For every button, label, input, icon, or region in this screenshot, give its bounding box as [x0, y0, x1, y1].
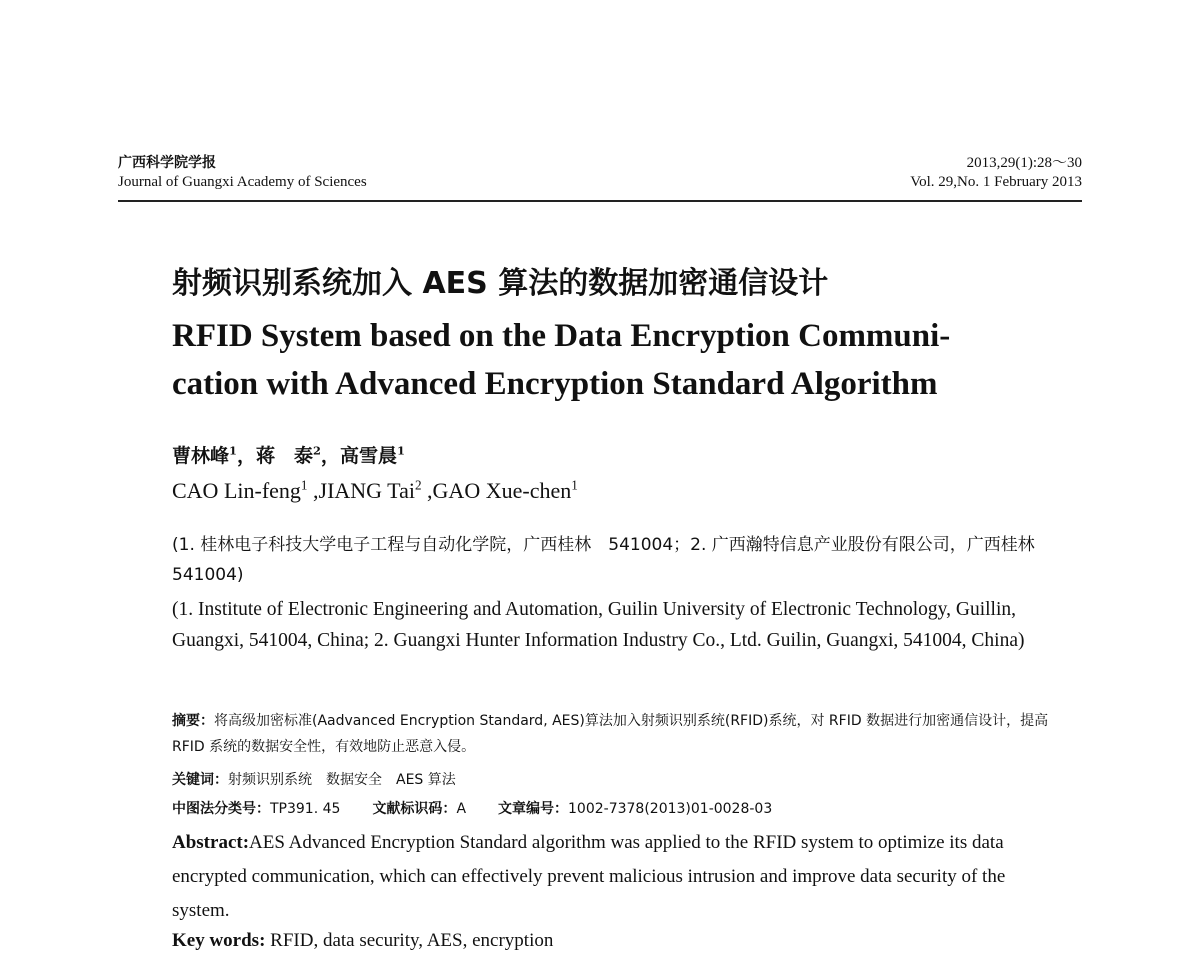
keywords-cn-label: 关键词：: [172, 772, 228, 788]
author-affiliation-mark: 1: [300, 477, 308, 493]
abstract-en-label: Abstract:: [172, 832, 250, 853]
clc-value: TP391. 45: [270, 801, 341, 817]
authors-cn: [172, 441, 405, 471]
journal-name-block: [118, 154, 367, 192]
author-name: CAO Lin-feng: [172, 478, 301, 503]
keywords-en: [172, 924, 553, 958]
author-affiliation-mark: 2: [312, 443, 321, 458]
authors-en: [172, 476, 578, 506]
keywords-cn: [172, 767, 456, 793]
author-name: JIANG Tai: [318, 478, 415, 503]
keywords-en-text: RFID, data security, AES, encryption: [270, 930, 554, 951]
doc-code-label: 文献标识码：: [372, 801, 457, 817]
abstract-en-text: AES Advanced Encryption Standard algorithm was applied to the RFID system to optimize its data encrypted communication, which can effectively prevent malicious intrusion and improve data security of the system.: [172, 832, 1006, 921]
author-affiliation-mark: 2: [414, 477, 422, 493]
keywords-cn-text: 射频识别系统 数据安全 AES 算法: [228, 772, 456, 788]
author-name: 蒋 泰: [255, 445, 313, 467]
author-affiliation-mark: 1: [396, 443, 405, 458]
abstract-cn: [172, 708, 1052, 760]
author-separator: ，: [236, 445, 256, 467]
clc-label: 中图法分类号：: [172, 801, 270, 817]
author-affiliation-mark: 1: [229, 443, 237, 458]
journal-volume: Vol. 29,No. 1 February 2013: [910, 174, 1082, 190]
title-cn: 射频识别系统加入 AES 算法的数据加密通信设计: [172, 266, 829, 301]
author-separator: ,: [307, 478, 319, 503]
abstract-en: [172, 826, 1032, 928]
author-name: GAO Xue-chen: [432, 478, 572, 503]
doc-code-value: A: [456, 801, 467, 817]
abstract-cn-text: 将高级加密标准(Aadvanced Encryption Standard, AES)算法加入射频识别系统(RFID)系统，对 RFID 数据进行加密通信设计，提高 RFID 系统的数据安全性，有效地防止恶意入侵。: [172, 713, 1049, 755]
abstract-cn-label: 摘要：: [172, 713, 214, 729]
title-en-line-2: cation with Advanced Encryption Standard Algorithm: [172, 366, 938, 402]
affiliation-en: (1. Institute of Electronic Engineering and Automation, Guilin University of Electronic Technology, Guillin, Guangxi, 541004, China; 2. Guangxi Hunter Information Industry Co., Ltd. Guilin, Guangxi, 541004, China): [172, 599, 1025, 651]
journal-name-en: Journal of Guangxi Academy of Sciences: [118, 174, 367, 190]
article-number-value: 1002-7378(2013)01-0028-03: [568, 801, 773, 817]
classification-line: [172, 796, 772, 822]
author-name: 高雪晨: [339, 445, 397, 467]
article-number-label: 文章编号：: [498, 801, 569, 817]
journal-name-cn: 广西科学院学报: [118, 155, 216, 171]
affiliation-cn: (1. 桂林电子科技大学电子工程与自动化学院，广西桂林 541004；2. 广西瀚特信息产业股份有限公司，广西桂林 541004): [172, 535, 1052, 585]
author-separator: ，: [320, 445, 340, 467]
journal-citation-block: [910, 154, 1082, 192]
author-separator: ,: [421, 478, 433, 503]
keywords-en-label: Key words:: [172, 930, 266, 951]
journal-citation: 2013,29(1):28～30: [966, 155, 1082, 171]
title-en-line-1: RFID System based on the Data Encryption Communi-: [172, 318, 951, 354]
journal-header: [118, 154, 1082, 202]
title-en: [172, 312, 950, 408]
author-affiliation-mark: 1: [571, 477, 578, 493]
author-name: 曹林峰: [172, 445, 230, 467]
